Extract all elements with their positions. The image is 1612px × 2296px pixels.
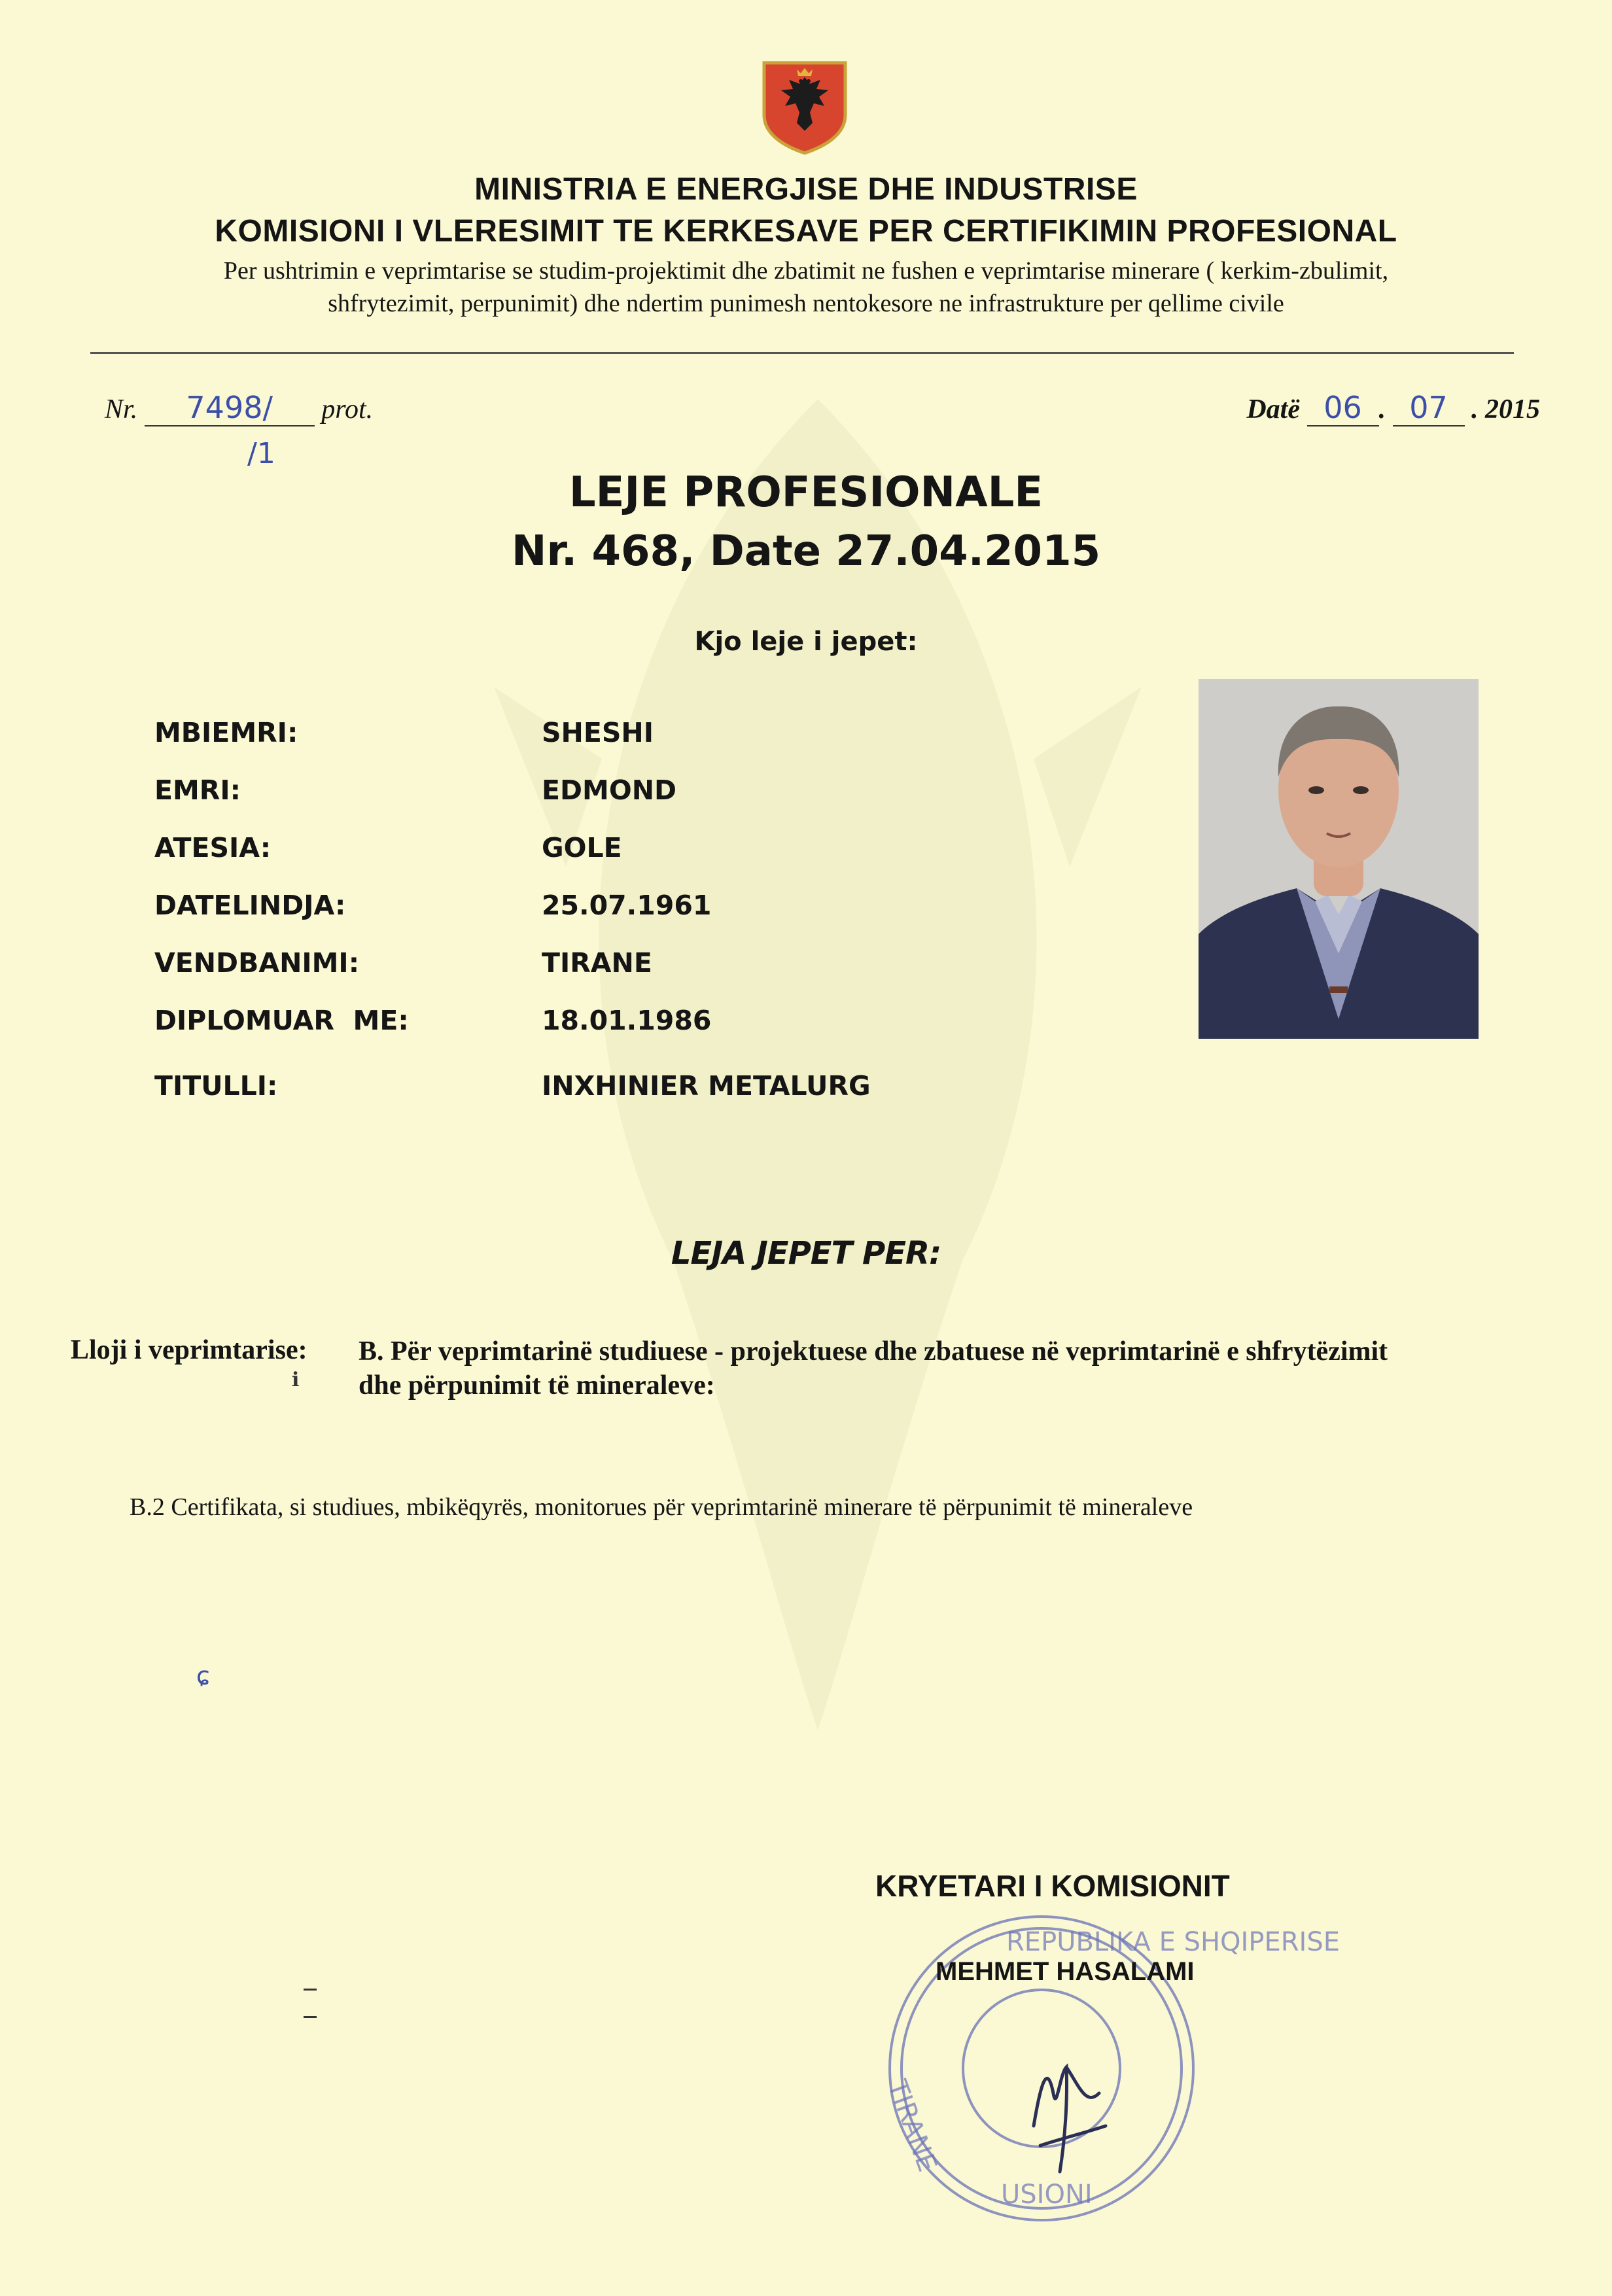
permit-granted-heading: LEJA JEPET PER:: [671, 1235, 941, 1272]
graduated-label: DIPLOMUAR ME:: [154, 1005, 409, 1036]
title-value: INXHINIER METALURG: [542, 1070, 871, 1102]
residence-label: VENDBANIMI:: [154, 947, 360, 979]
ministry-name: MINISTRIA E ENERGJISE DHE INDUSTRISE: [474, 172, 1138, 207]
date-year: . 2015: [1471, 394, 1540, 425]
protocol-date: Datë 06 . 07 . 2015: [1246, 390, 1540, 425]
commission-description-line1: Per ushtrimin e veprimtarise se studim-projektimit dhe zbatimit ne fushen e veprimtarise minerare ( kerkim-zbulimit,: [223, 257, 1389, 285]
date-day: 06: [1307, 390, 1379, 426]
prot-label: prot.: [321, 394, 374, 425]
name-label: EMRI:: [154, 774, 241, 806]
dash-mark: [304, 1989, 317, 1991]
father-name-value: GOLE: [542, 832, 622, 863]
commission-description-line2: shfrytezimit, perpunimit) dhe ndertim punimesh nentokesore ne infrastrukture per qellime civile: [328, 290, 1284, 317]
birthdate-label: DATELINDJA:: [154, 890, 346, 921]
chairman-name: MEHMET HASALAMI: [936, 1957, 1195, 1986]
ink-mark: ɕ: [196, 1661, 210, 1690]
surname-value: SHESHI: [542, 717, 654, 748]
date-label: Datë: [1246, 394, 1300, 425]
permit-number-date: Nr. 468, Date 27.04.2015: [511, 527, 1101, 576]
birthdate-value: 25.07.1961: [542, 890, 712, 921]
activity-type-label: Lloji i veprimtarise:: [71, 1335, 307, 1365]
date-month: 07: [1393, 390, 1465, 426]
title-label: TITULLI:: [154, 1070, 278, 1102]
activity-type-line2: dhe përpunimit të mineraleve:: [359, 1370, 715, 1400]
given-to-label: Kjo leje i jepet:: [694, 627, 918, 657]
protocol-number: [105, 390, 373, 426]
commission-name: KOMISIONI I VLERESIMIT TE KERKESAVE PER CERTIFIKIMIN PROFESIONAL: [215, 214, 1397, 249]
activity-type-line1: B. Për veprimtarinë studiuese - projektuese dhe zbatuese në veprimtarinë e shfrytëzimit: [359, 1336, 1388, 1366]
stamp-text-bottom: USIONI: [1001, 2180, 1093, 2210]
nr-value: 7498/: [145, 390, 315, 426]
surname-label: MBIEMRI:: [154, 717, 298, 748]
chairman-title: KRYETARI I KOMISIONIT: [875, 1869, 1230, 1903]
header-divider: [90, 352, 1514, 354]
graduated-value: 18.01.1986: [542, 1005, 712, 1036]
father-name-label: ATESIA:: [154, 832, 272, 863]
certificate-description: B.2 Certifikata, si studiues, mbikëqyrës, monitorues për veprimtarinë minerare të përpunimit të mineraleve: [130, 1493, 1193, 1521]
stamp-text-top: REPUBLIKA E SHQIPERISE: [1006, 1927, 1340, 1957]
permit-title: LEJE PROFESIONALE: [569, 468, 1043, 517]
albania-emblem-icon: [759, 58, 850, 156]
nr-label: Nr.: [105, 394, 138, 425]
name-value: EDMOND: [542, 774, 677, 806]
nr-sub-value: /1: [247, 437, 275, 470]
ink-tick-mark: ℹ: [292, 1369, 300, 1391]
activity-type-value: [359, 1334, 1556, 1402]
dash-mark: [304, 2016, 317, 2018]
holder-photo: [1199, 679, 1479, 1039]
stamp-text-city: TIRANE: [881, 2076, 943, 2176]
residence-value: TIRANE: [542, 947, 652, 979]
handwritten-signature: [1021, 2047, 1112, 2178]
